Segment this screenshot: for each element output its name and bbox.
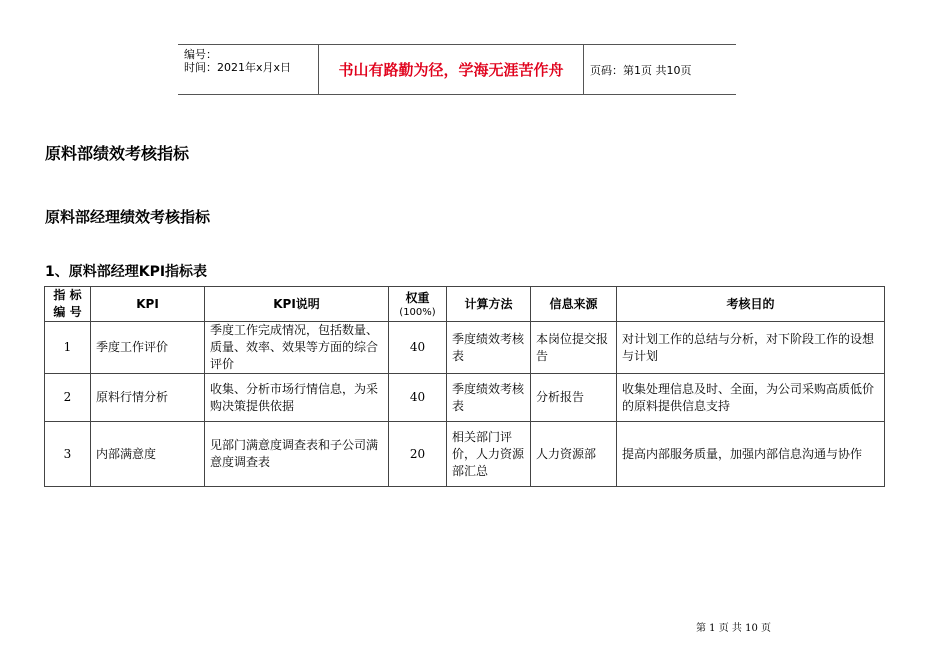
col-header-kpi: KPI [91,287,205,322]
cell-method: 季度绩效考核表 [447,322,531,374]
cell-weight: 40 [389,322,447,374]
cell-weight: 20 [389,422,447,487]
page-header [178,44,736,95]
col-header-desc: KPI说明 [205,287,389,322]
cell-number: 3 [45,422,91,487]
cell-number: 1 [45,322,91,374]
col-header-source: 信息来源 [531,287,617,322]
header-number-label: 编号： [184,48,217,61]
cell-kpi: 季度工作评价 [91,322,205,374]
page-footer: 第 1 页 共 10 页 [696,623,771,634]
cell-kpi: 内部满意度 [91,422,205,487]
cell-source: 分析报告 [531,374,617,422]
col-header-weight-sub: (100%) [399,306,436,318]
table-row [45,422,885,487]
cell-desc: 见部门满意度调查表和子公司满意度调查表 [205,422,389,487]
header-time-label: 时间：2021年x月x日 [184,61,292,74]
header-meta [178,45,319,94]
table-row [45,322,885,374]
cell-purpose: 提高内部服务质量，加强内部信息沟通与协作 [617,422,885,487]
subsection-title: 1、原料部经理KPI指标表 [45,264,208,280]
col-header-method: 计算方法 [447,287,531,322]
col-header-purpose: 考核目的 [617,287,885,322]
cell-purpose: 收集处理信息及时、全面，为公司采购高质低价的原料提供信息支持 [617,374,885,422]
col-header-weight [389,287,447,322]
cell-source: 人力资源部 [531,422,617,487]
col-header-number: 指 标 编 号 [45,287,91,322]
cell-method: 相关部门评价，人力资源部汇总 [447,422,531,487]
cell-desc: 季度工作完成情况，包括数量、质量、效率、效果等方面的综合评价 [205,322,389,374]
table-row [45,374,885,422]
cell-source: 本岗位提交报告 [531,322,617,374]
section-title: 原料部经理绩效考核指标 [45,208,211,226]
cell-weight: 40 [389,374,447,422]
col-header-weight-label: 权重 [405,290,430,305]
cell-method: 季度绩效考核表 [447,374,531,422]
table-header-row [45,287,885,322]
kpi-table [44,286,885,487]
cell-number: 2 [45,374,91,422]
header-page-label: 页码：第1页 共10页 [590,63,692,77]
header-motto: 书山有路勤为径，学海无涯苦作舟 [319,45,584,94]
cell-purpose: 对计划工作的总结与分析，对下阶段工作的设想与计划 [617,322,885,374]
cell-desc: 收集、分析市场行情信息，为采购决策提供依据 [205,374,389,422]
page-title: 原料部绩效考核指标 [45,144,190,163]
cell-kpi: 原料行情分析 [91,374,205,422]
